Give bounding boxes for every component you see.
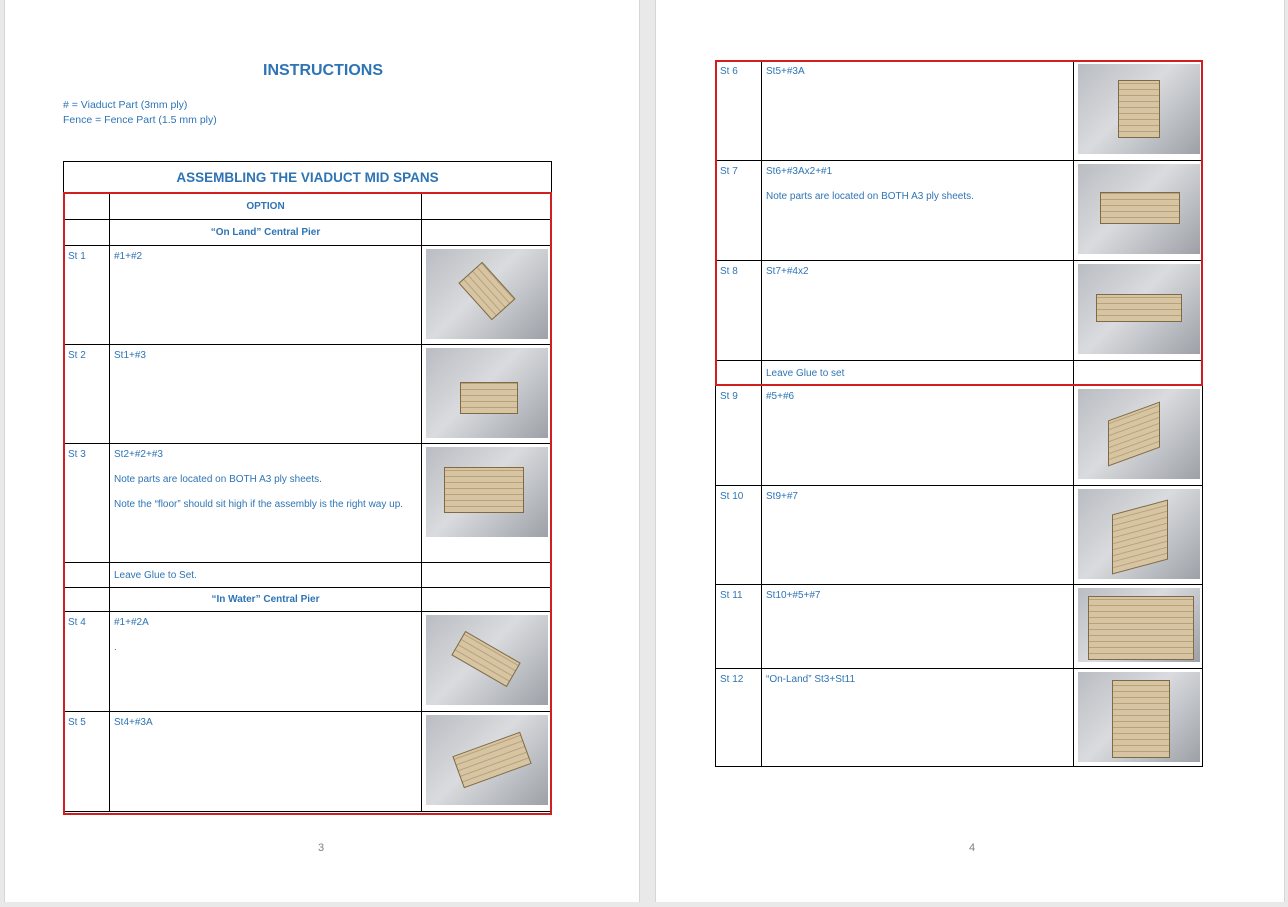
table-row: [64, 345, 552, 444]
step-parts: St9+#7: [762, 486, 1074, 585]
table-row: [64, 246, 552, 345]
step-parts: St6+#3Ax2+#1: [766, 166, 833, 177]
assembly-table-p3: [63, 161, 552, 812]
step-label: St 7: [716, 161, 762, 261]
table-row: [716, 61, 1203, 161]
page-number: 4: [969, 842, 976, 854]
table-row: [64, 712, 552, 812]
step-label: St 11: [716, 585, 762, 669]
step-photo: [1078, 588, 1200, 662]
step-photo: [1078, 672, 1200, 762]
table-row: [64, 444, 552, 563]
section-on-land: “On Land” Central Pier: [110, 220, 422, 246]
step-photo: [1078, 489, 1200, 579]
step-photo: [426, 715, 548, 805]
step-parts: St1+#3: [110, 345, 422, 444]
step-parts: St4+#3A: [110, 712, 422, 812]
step-photo: [1078, 164, 1200, 254]
step-parts: St2+#2+#3: [114, 449, 163, 460]
step-photo: [426, 615, 548, 705]
step-note: Note the “floor” should sit high if the assembly is the right way up.: [114, 499, 404, 510]
step-photo: [426, 249, 548, 339]
step-label: St 5: [64, 712, 110, 812]
step-note: Note parts are located on BOTH A3 ply sheets.: [766, 191, 974, 202]
table-row: [716, 386, 1203, 486]
page-3: [4, 0, 640, 902]
section-in-water: “In Water” Central Pier: [110, 588, 422, 612]
step-note: Note parts are located on BOTH A3 ply sheets.: [114, 474, 322, 485]
table-row: [716, 669, 1203, 767]
step-label: St 12: [716, 669, 762, 767]
step-label: St 2: [64, 345, 110, 444]
step-photo: [1078, 389, 1200, 479]
assembly-table-p4: [715, 60, 1203, 767]
page-4: [655, 0, 1285, 902]
legend-viaduct: # = Viaduct Part (3mm ply): [63, 99, 188, 111]
table-heading: ASSEMBLING THE VIADUCT MID SPANS: [64, 162, 552, 193]
table-row: [716, 261, 1203, 361]
step-parts: St5+#3A: [762, 61, 1074, 161]
step-label: St 8: [716, 261, 762, 361]
step-label: St 9: [716, 386, 762, 486]
step-parts: #1+#2: [110, 246, 422, 345]
table-row: [64, 612, 552, 712]
step-label: St 6: [716, 61, 762, 161]
legend-fence: Fence = Fence Part (1.5 mm ply): [63, 114, 217, 126]
step-photo: [1078, 64, 1200, 154]
step-note: .: [114, 642, 117, 653]
step-label: St 4: [64, 612, 110, 712]
glue-note: Leave Glue to Set.: [110, 563, 422, 588]
legend: [63, 98, 217, 128]
step-parts: St7+#4x2: [762, 261, 1074, 361]
step-parts: #5+#6: [762, 386, 1074, 486]
step-photo: [426, 447, 548, 537]
step-parts: “On-Land” St3+St11: [762, 669, 1074, 767]
table-row: [716, 486, 1203, 585]
step-photo: [1078, 264, 1200, 354]
table-row: [716, 161, 1203, 261]
step-parts: St10+#5+#7: [762, 585, 1074, 669]
step-label: St 3: [64, 444, 110, 563]
option-header: OPTION: [110, 193, 422, 220]
step-label: St 10: [716, 486, 762, 585]
step-parts: #1+#2A: [114, 617, 149, 628]
step-label: St 1: [64, 246, 110, 345]
page-number: 3: [318, 842, 325, 854]
glue-note: Leave Glue to set: [762, 361, 1074, 386]
page-title: INSTRUCTIONS: [263, 62, 383, 79]
step-photo: [426, 348, 548, 438]
table-row: [716, 585, 1203, 669]
